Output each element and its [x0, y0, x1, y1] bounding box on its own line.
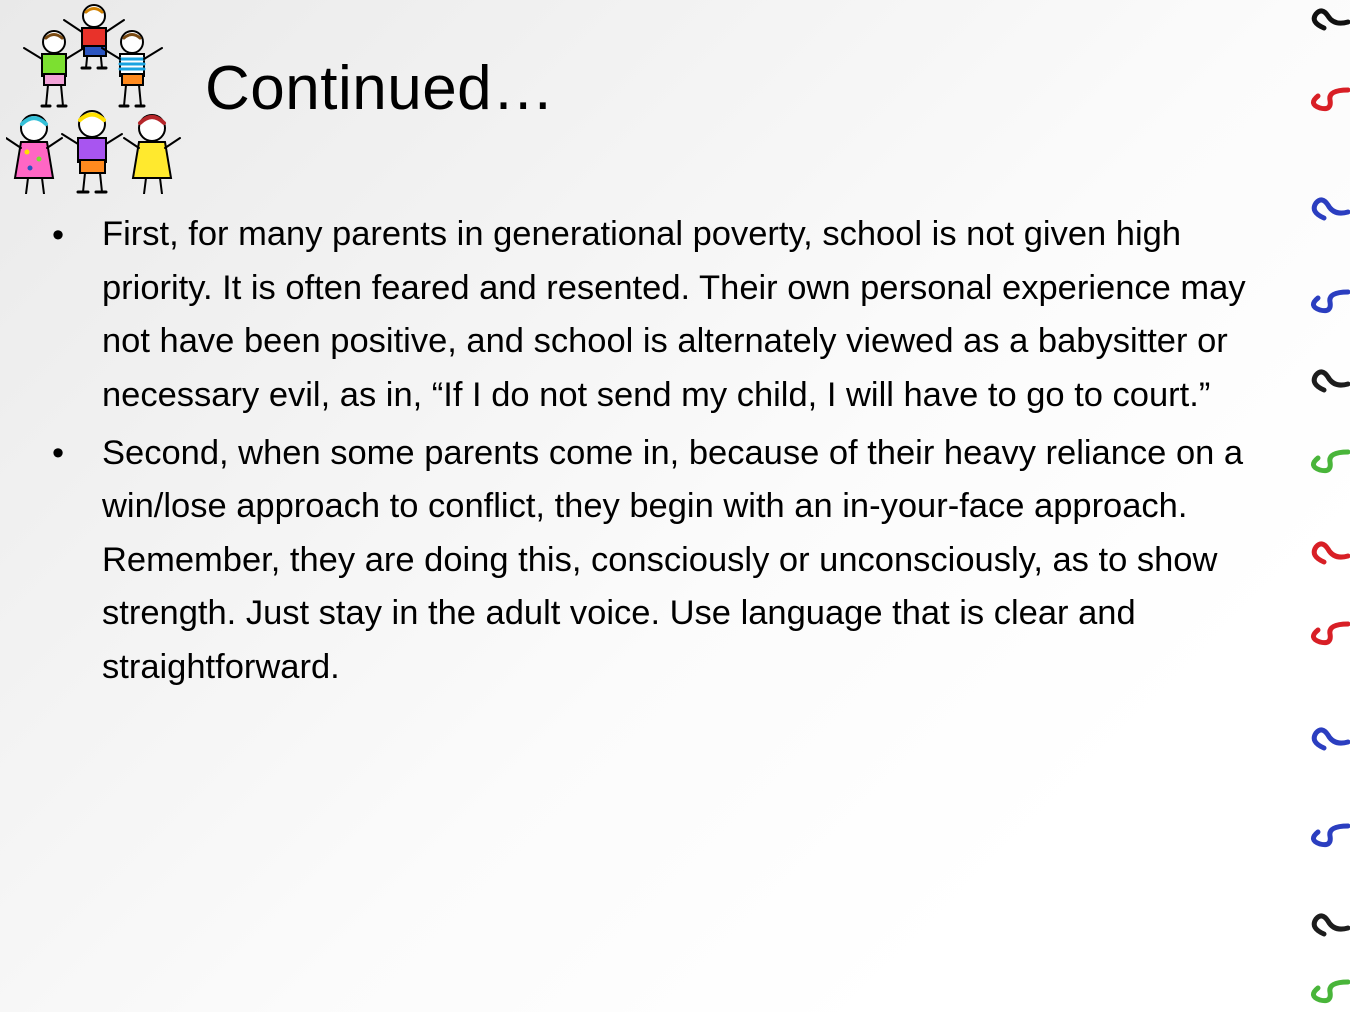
list-item	[24, 427, 1292, 695]
list-item-text: Second, when some parents come in, because of their heavy reliance on a win/lose approach to conflict, they begin with an in-your-face approach. Remember, they are doing this, consciously or unconsciously, as to show strength. Just stay in the adult voice. Use language that is clear and straightforward.	[102, 433, 1244, 687]
bullet-marker-icon: •	[52, 434, 65, 473]
children-holding-hands-clipart	[6, 2, 186, 194]
page-title: Continued…	[205, 54, 555, 123]
slide-body	[24, 208, 1292, 699]
slide-title-row	[0, 0, 1350, 200]
list-item-text: First, for many parents in generational poverty, school is not given high priority. It is often feared and resented. Their own personal experience may not have been positive, and school is alternately viewed as a babysitter or necessary evil, as in, “If I do not send my child, I will have to go to court.”	[102, 215, 1246, 414]
bullet-marker-icon: •	[52, 215, 65, 254]
colored-squiggle-border	[1288, 0, 1350, 1012]
list-item	[24, 208, 1292, 423]
bullet-list	[24, 208, 1292, 695]
